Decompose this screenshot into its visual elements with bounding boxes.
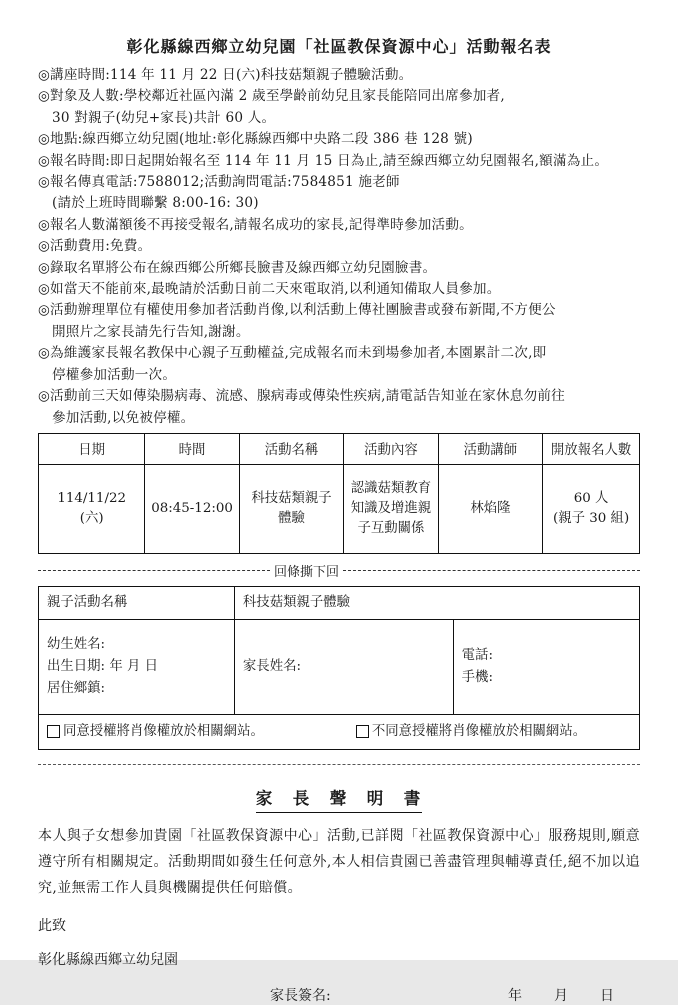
date-value: 114/11/22	[57, 490, 127, 506]
notice-line: ◎報名人數滿額後不再接受報名,請報名成功的家長,記得準時參加活動。	[38, 216, 473, 233]
signature-row	[38, 985, 640, 1005]
notice-line: ◎對象及人數:學校鄰近社區內滿 2 歲至學齡前幼兒且家長能陪同出席參加者,	[38, 88, 505, 105]
reply-form-table	[38, 586, 640, 750]
notice-line: ◎報名傳真電話:7588012;活動詢問電話:7584851 施老師	[38, 174, 400, 191]
reply-consent-row	[39, 714, 640, 749]
col-header-activity-content: 活動內容	[344, 433, 438, 464]
col-header-lecturer: 活動講師	[438, 433, 543, 464]
declaration-title: 家 長 聲 明 書	[256, 785, 423, 813]
phone-field: 電話:	[461, 647, 493, 663]
notice-line: ◎活動辦理單位有權使用參加者活動肖像,以利活動上傳社團臉書或發布新聞,不方便公	[38, 302, 556, 319]
notice-line: 30 對親子(幼兒+家長)共計 60 人。	[52, 109, 276, 126]
notice-line: ◎為維護家長報名教保中心親子互動權益,完成報名而未到場參加者,本園累計二次,即	[38, 345, 547, 362]
reply-info-row	[39, 619, 640, 714]
child-name-field: 幼生姓名:	[47, 636, 106, 652]
col-header-quota: 開放報名人數	[543, 433, 640, 464]
consent-agree-option	[47, 721, 264, 743]
schedule-table	[38, 433, 640, 554]
col-header-time: 時間	[145, 433, 239, 464]
cell-lecturer: 林焰隆	[438, 464, 543, 553]
tear-line	[38, 561, 640, 580]
disagree-label: 不同意授權將肖像權放於相關網站。	[371, 723, 587, 739]
page-title: 彰化縣線西鄉立幼兒園「社區教保資源中心」活動報名表	[126, 37, 552, 56]
reply-activity-value: 科技菇類親子體驗	[234, 586, 639, 619]
notice-line: ◎講座時間:114 年 11 月 22 日(六)科技菇類親子體驗活動。	[38, 67, 413, 83]
declaration-org: 彰化縣線西鄉立幼兒園	[38, 951, 178, 968]
year-label: 年	[508, 987, 522, 1004]
signature-label: 家長簽名:	[270, 987, 331, 1004]
notice-line: ◎如當天不能前來,最晚請於活動日前二天來電取消,以利通知備取人員參加。	[38, 281, 501, 298]
residence-field: 居住鄉鎮:	[47, 680, 106, 696]
notice-line: (請於上班時間聯繫 8:00-16: 30)	[52, 195, 259, 212]
cell-date	[39, 464, 145, 553]
tear-label: 回條撕下回	[274, 564, 340, 580]
notice-line: 開照片之家長請先行告知,謝謝。	[52, 323, 250, 340]
notice-line: ◎地點:線西鄉立幼兒園(地址:彰化縣線西鄉中央路二段 386 巷 128 號)	[38, 131, 473, 148]
cell-quota	[543, 464, 640, 553]
cell-activity-content: 認識菇類教育知識及增進親子互動關係	[344, 464, 438, 553]
disagree-checkbox[interactable]	[356, 725, 369, 738]
parent-name-field: 家長姓名:	[234, 619, 453, 714]
quota-count: 60 人	[573, 490, 609, 506]
schedule-data-row	[39, 464, 640, 553]
month-label: 月	[554, 987, 568, 1004]
declaration-body: 本人與子女想參加貴園「社區教保資源中心」活動,已詳閱「社區教保資源中心」服務規則,願意遵守所有相關規定。活動期間如發生任何意外,本人相信貴園已善盡管理與輔導責任,絕不加以追究,並無需工作人員與機關提供任何賠償。	[38, 827, 640, 896]
cell-time: 08:45-12:00	[145, 464, 239, 553]
notice-line: 參加活動,以免被停權。	[52, 409, 195, 426]
section-divider	[38, 764, 640, 765]
signature-date-fields	[508, 985, 614, 1005]
reply-activity-label: 親子活動名稱	[39, 586, 235, 619]
reply-activity-row	[39, 586, 640, 619]
notice-line: 停權參加活動一次。	[52, 366, 177, 383]
notice-list	[38, 65, 640, 429]
notice-line: ◎報名時間:即日起開始報名至 114 年 11 月 15 日為止,請至線西鄉立幼兒園報名,額滿為止。	[38, 152, 609, 169]
day-label: 日	[600, 987, 614, 1004]
tear-dashes-right	[343, 570, 640, 571]
notice-line: ◎活動前三天如傳染腸病毒、流感、腺病毒或傳染性疾病,請電話告知並在家休息勿前往	[38, 388, 565, 405]
tear-dashes-left	[38, 570, 270, 571]
notice-line: ◎錄取名單將公布在線西鄉公所鄉長臉書及線西鄉立幼兒園臉書。	[38, 259, 437, 276]
contact-cell	[453, 619, 639, 714]
declaration-closing: 此致	[38, 917, 66, 934]
col-header-date: 日期	[39, 433, 145, 464]
col-header-activity-name: 活動名稱	[239, 433, 344, 464]
notice-line: ◎活動費用:免費。	[38, 238, 152, 255]
consent-cell	[39, 714, 640, 749]
child-info-cell	[39, 619, 235, 714]
cell-activity-name: 科技菇類親子體驗	[239, 464, 344, 553]
quota-groups: (親子 30 組)	[553, 510, 630, 526]
agree-label: 同意授權將肖像權放於相關網站。	[63, 723, 264, 739]
consent-disagree-option	[356, 721, 586, 743]
date-weekday: (六)	[79, 510, 104, 526]
agree-checkbox[interactable]	[47, 725, 60, 738]
schedule-header-row	[39, 433, 640, 464]
birth-date-field: 出生日期: 年 月 日	[47, 658, 159, 674]
mobile-field: 手機:	[461, 669, 493, 685]
